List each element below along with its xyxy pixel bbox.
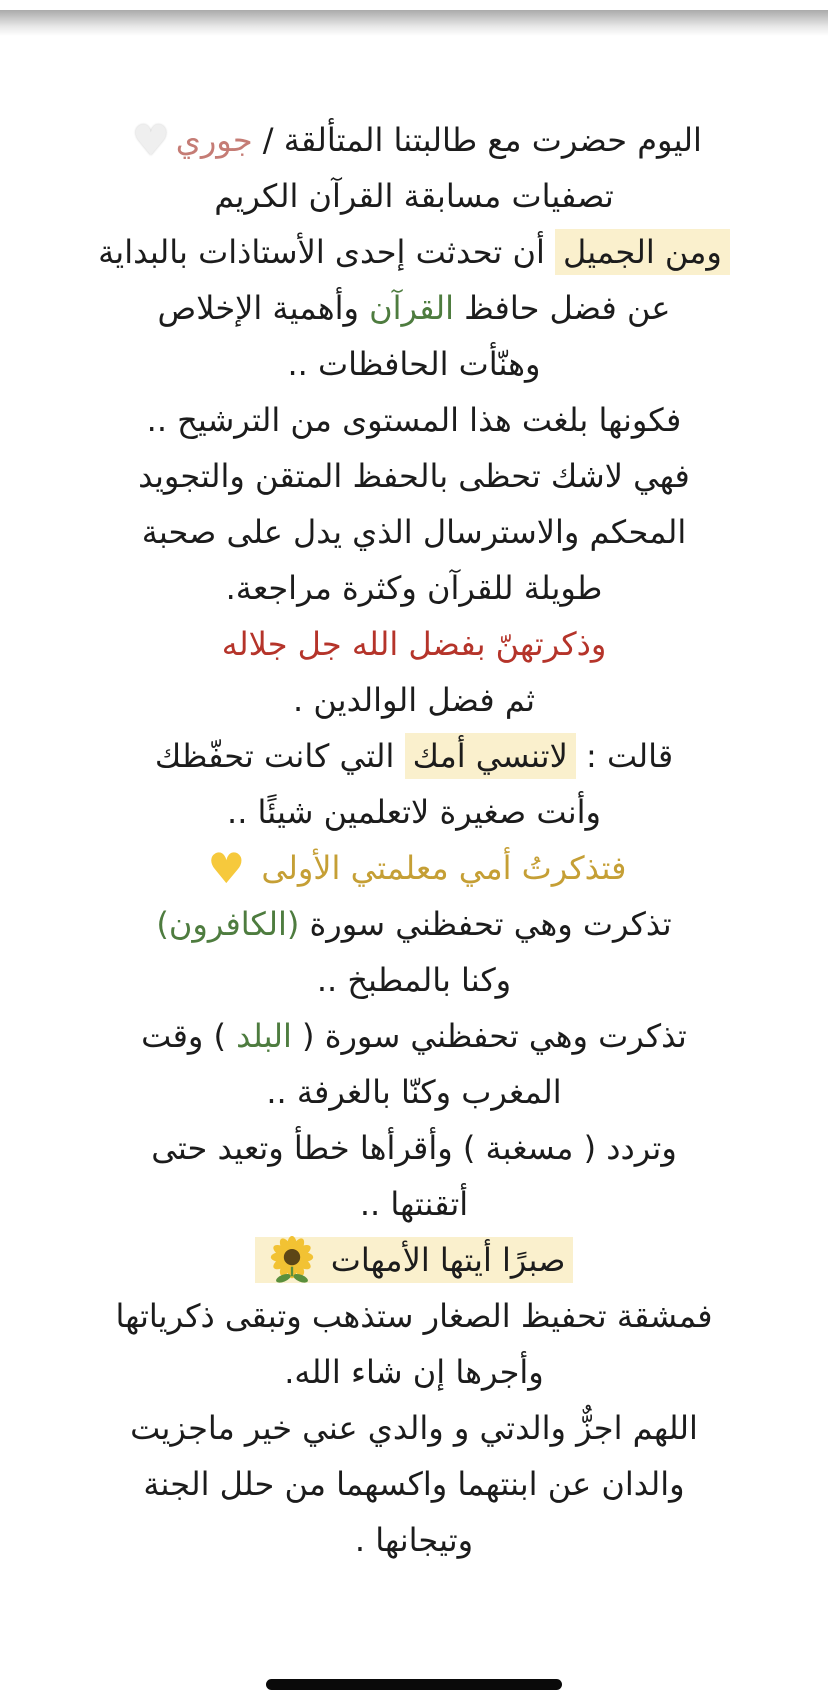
line-text: عن فضل حافظ: [454, 289, 671, 327]
student-name: جوري: [175, 121, 253, 159]
top-edge-shadow: [0, 10, 828, 36]
text-line-maghrib: [0, 1064, 828, 1120]
text-line-reward: [0, 1344, 828, 1400]
text-line-intro: [0, 112, 828, 168]
gold-phrase: فتذكرتُ أمي معلمتي الأولى: [251, 849, 627, 887]
line-text: المحكم والاسترسال الذي يدل على صحبة: [141, 513, 687, 551]
line-text: أتقنتها ..: [359, 1185, 469, 1223]
line-text: اليوم حضرت مع طالبتنا المتألقة /: [252, 121, 702, 159]
surah-kafirun: (الكافرون): [156, 905, 300, 943]
line-text: وأنت صغيرة لاتعلمين شيئًا ..: [227, 793, 601, 831]
text-line-mother-gold: [0, 840, 828, 896]
highlight-phrase: [255, 1237, 574, 1283]
text-line-dua-3: [0, 1512, 828, 1568]
line-text: وأهمية الإخلاص: [157, 289, 370, 327]
line-text: فهي لاشك تحظى بالحفظ المتقن والتجويد: [138, 457, 690, 495]
line-text: وتردد ( مسغبة ) وأقرأها خطأ وتعيد حتى: [151, 1129, 677, 1167]
line-text: فكونها بلغت هذا المستوى من الترشيح ..: [146, 401, 682, 439]
text-line-congrats: [0, 336, 828, 392]
highlight-phrase: لاتنسي أمك: [405, 733, 576, 779]
text-line-kitchen: [0, 952, 828, 1008]
line-text: اللهم اجزٌّ والدتي و والدي عني خير ماجزيت: [130, 1409, 698, 1447]
highlight-phrase: ومن الجميل: [555, 229, 730, 275]
line-text: وكنا بالمطبخ ..: [316, 961, 512, 999]
line-text: وهنّأت الحافظات ..: [287, 345, 541, 383]
text-line-parents: [0, 672, 828, 728]
line-text: فمشقة تحفيظ الصغار ستذهب وتبقى ذكرياتها: [115, 1297, 713, 1335]
text-line-hardship: [0, 1288, 828, 1344]
line-text: قالت :: [575, 737, 674, 775]
white-heart-icon: ♥: [132, 116, 170, 165]
text-line-level: [0, 392, 828, 448]
text-line-balad: [0, 1008, 828, 1064]
sunflower-icon: [267, 1235, 317, 1285]
text-line-tajweed: [0, 504, 828, 560]
text-line-memorization: [0, 448, 828, 504]
text-line-dua-1: [0, 1400, 828, 1456]
text-line-repeat: [0, 1120, 828, 1176]
line-text: تذكرت وهي تحفظني سورة: [299, 905, 672, 943]
line-text: ثم فضل الوالدين .: [292, 681, 536, 719]
line-text: تصفيات مسابقة القرآن الكريم: [214, 177, 614, 215]
text-line-teacher-talk: [0, 224, 828, 280]
line-text: طويلة للقرآن وكثرة مراجعة.: [225, 569, 603, 607]
red-phrase: وذكرتهنّ بفضل الله جل جلاله: [221, 625, 607, 663]
line-text: تذكرت وهي تحفظني سورة (: [291, 1017, 687, 1055]
line-text: التي كانت تحفّظك: [154, 737, 405, 775]
line-text: أن تحدثت إحدى الأستاذات بالبداية: [98, 233, 556, 271]
post-text: [0, 112, 828, 1568]
home-indicator[interactable]: [266, 1679, 562, 1690]
quran-word: القرآن: [369, 289, 454, 327]
surah-balad: البلد: [236, 1017, 292, 1055]
text-line-quote: [0, 728, 828, 784]
line-text: وأجرها إن شاء الله.: [284, 1353, 544, 1391]
patience-text: صبرًا أيتها الأمهات: [320, 1241, 566, 1279]
yellow-heart-icon: ♥: [207, 844, 246, 893]
text-line-patience: [0, 1232, 828, 1288]
line-text: المغرب وكنّا بالغرفة ..: [266, 1073, 562, 1111]
text-line-virtue: [0, 280, 828, 336]
text-line-mastered: [0, 1176, 828, 1232]
line-text: وتيجانها .: [354, 1521, 474, 1559]
text-line-kafirun: [0, 896, 828, 952]
text-line-young: [0, 784, 828, 840]
text-line-reminder-red: [0, 616, 828, 672]
line-text: والدان عن ابنتهما واكسهما من حلل الجنة: [143, 1465, 685, 1503]
text-line-review: [0, 560, 828, 616]
line-text: ) وقت: [141, 1017, 237, 1055]
text-line-dua-2: [0, 1456, 828, 1512]
text-line-competition: [0, 168, 828, 224]
